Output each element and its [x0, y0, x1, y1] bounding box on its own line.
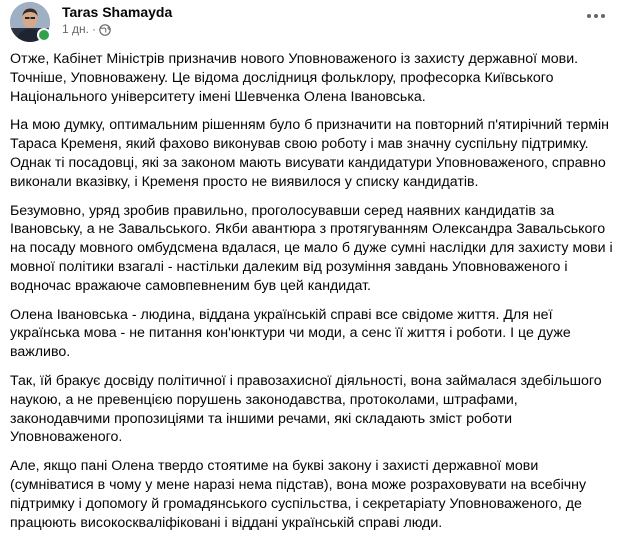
post-header — [0, 0, 620, 48]
post-text — [10, 50, 614, 542]
post-paragraph: Але, якщо пані Олена твердо стоятиме на букві закону і захисті державної мови (сумніватися в чому у мене наразі нема підстав), вона може розраховувати на всебічну підтримку і допомогу й громадянського суспільства, і секретаріату Уповноваженого, де працюють високоскваліфіковані і віддані українській справі люди. — [10, 458, 587, 531]
post-paragraph: Так, їй бракує досвіду політичної і правозахисної діяльності, вона займалася здебільшого наукою, а не превенцією порушень законодавства, протоколами, штрафами, законодавчими пропозиціями та іншими речами, які складають зміст роботи Уповноваженого. — [10, 372, 602, 446]
author-avatar[interactable] — [10, 2, 50, 42]
post-meta — [62, 22, 111, 37]
post-paragraph: На мою думку, оптимальним рішенням було б призначити на повторний п'ятирічний термін Тараса Кременя, який фахово виконував свою роботу і мав значну суспільну підтримку. Однак ті посадовці, які за законом мають висувати кандидатури Уповноваженого, справно виконали вказівку, і Кременя просто не виявилося у списку кандидатів. — [10, 117, 609, 190]
post-author-name[interactable]: Taras Shamayda — [62, 4, 173, 20]
post-timestamp[interactable]: 1 дн. — [62, 22, 89, 36]
globe-icon[interactable] — [99, 24, 111, 36]
post-paragraph: Отже, Кабінет Міністрів призначив нового Уповноваженого із захисту державної мови. Точніше, Уповноважену. Це відома дослідниця фольклору, професорка Київського Національного університету імені Шевченка Олена Івановська. — [10, 51, 579, 105]
more-options-icon[interactable] — [584, 6, 608, 26]
post-paragraph: Олена Івановська - людина, віддана українській справі все свідоме життя. Для неї українська мова - не питання кон'юнктури чи моди, а сенс її життя і роботи. І це дуже важливо. — [10, 306, 571, 361]
meta-separator: · — [91, 22, 96, 36]
online-status-dot — [37, 28, 51, 42]
post-paragraph: Безумовно, уряд зробив правильно, проголосувавши серед наявних кандидатів за Івановську, а не Завальського. Якби авантюра з протягуванням Олександра Завальського на посаду мовного омбудсмена вдалася, це мало б дуже сумні наслідки для захисту мови і мовної політики взагалі - настільки далеким від розуміння завдань Уповноваженого і водночас вражаюче самовпевненим був цей кандидат. — [10, 202, 613, 294]
